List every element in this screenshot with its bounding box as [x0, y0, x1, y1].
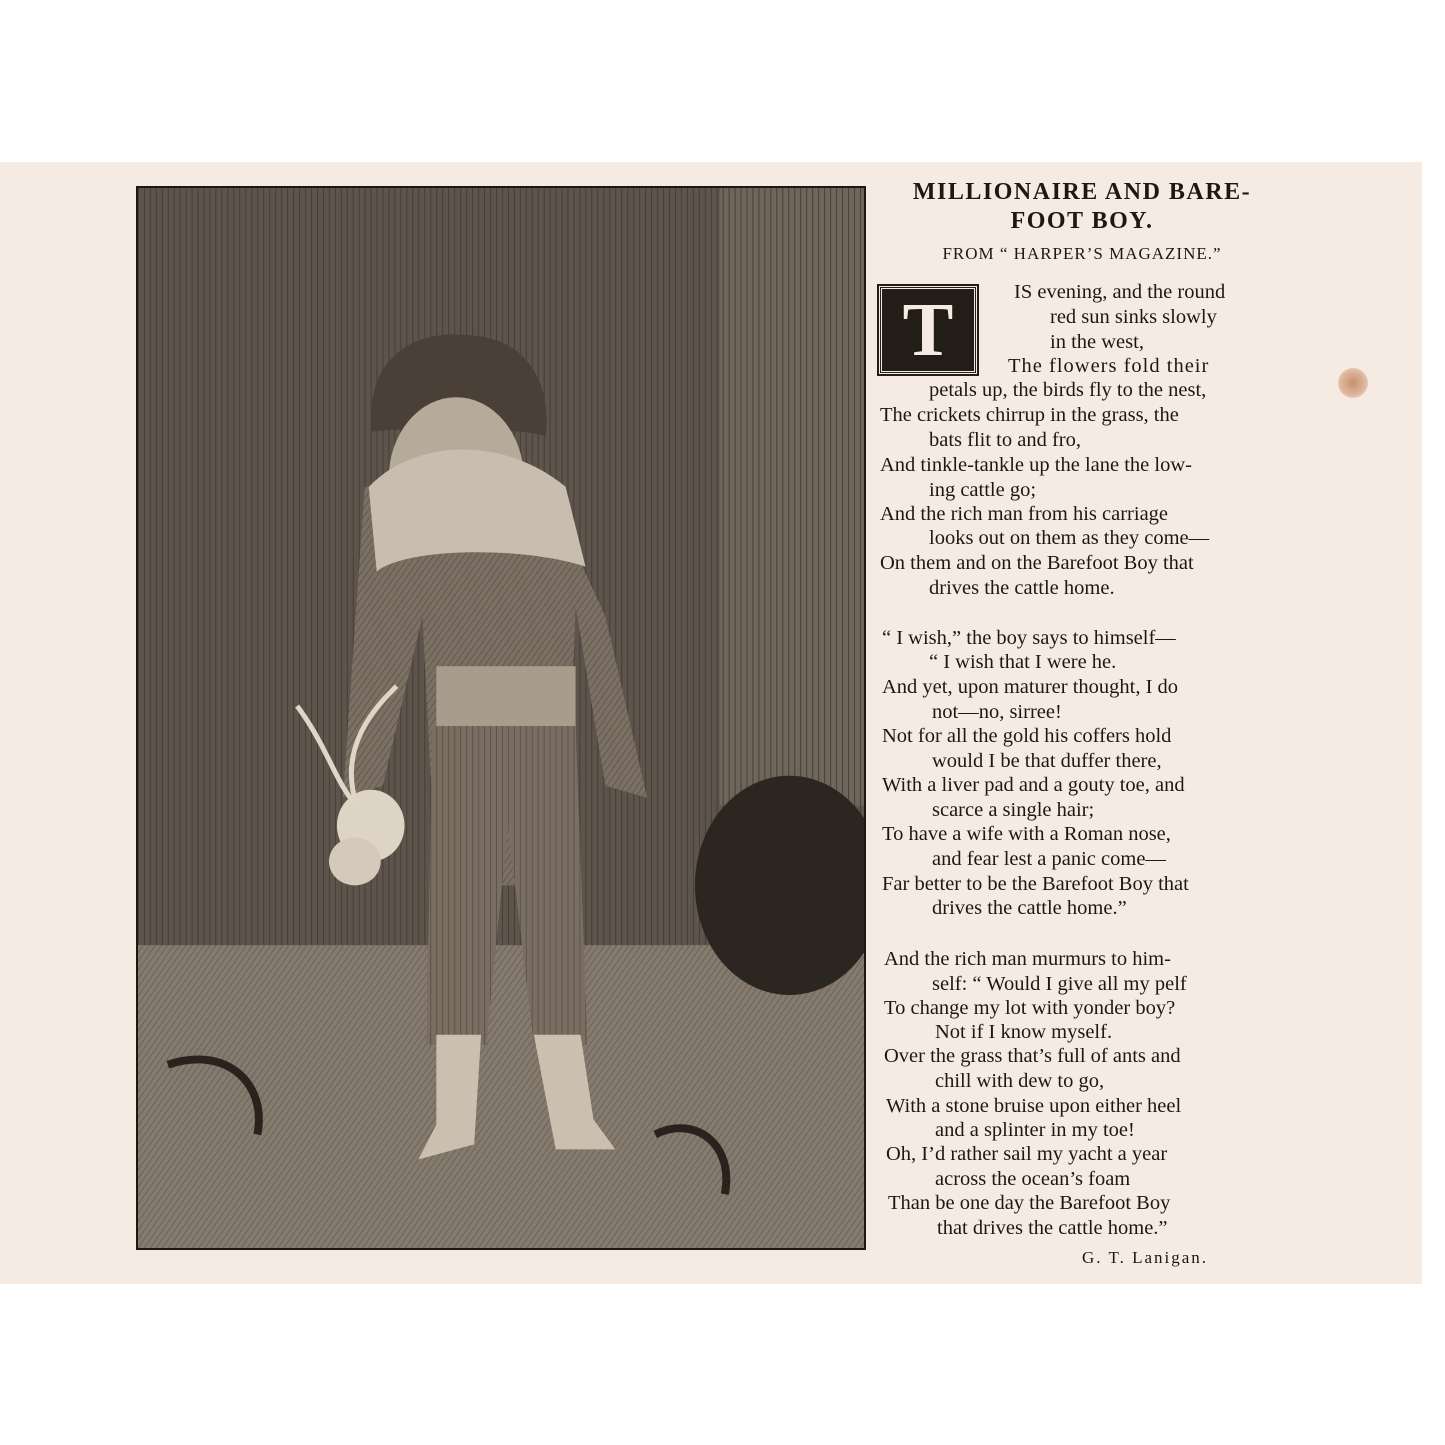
poem-line: And the rich man from his carriage — [880, 503, 1169, 525]
poem-line: On them and on the Barefoot Boy that — [880, 552, 1194, 574]
poem-line: The flowers fold their — [1008, 355, 1210, 377]
poem-line: “ I wish,” the boy says to himself— — [882, 627, 1176, 649]
poem-line: scarce a single hair; — [932, 799, 1095, 821]
poem-line: and a splinter in my toe! — [935, 1119, 1135, 1141]
title-line-1: MILLIONAIRE AND BARE- — [912, 179, 1252, 205]
poem-line: “ I wish that I were he. — [929, 651, 1117, 673]
poem-line: not—no, sirree! — [932, 701, 1062, 723]
poem-line: Oh, I’d rather sail my yacht a year — [886, 1143, 1168, 1165]
poem-line: To have a wife with a Roman nose, — [882, 823, 1171, 845]
poem-line: To change my lot with yonder boy? — [884, 997, 1176, 1019]
poem-line: And yet, upon maturer thought, I do — [882, 676, 1179, 698]
poem-line: The crickets chirrup in the grass, the — [880, 404, 1179, 426]
poem-line: bats flit to and fro, — [929, 429, 1082, 451]
poem-line: Than be one day the Barefoot Boy — [888, 1192, 1171, 1214]
article-title — [872, 178, 1292, 236]
poem-line: looks out on them as they come— — [929, 527, 1210, 549]
barefoot-boy-engraving — [136, 186, 866, 1250]
poem-line: across the ocean’s foam — [935, 1168, 1131, 1190]
poem-line: Not for all the gold his coffers hold — [882, 725, 1172, 747]
poem-line: Not if I know myself. — [935, 1021, 1113, 1043]
poem-line: would I be that duffer there, — [932, 750, 1162, 772]
title-line-2: FOOT BOY. — [1010, 208, 1154, 234]
poem-line: chill with dew to go, — [935, 1070, 1105, 1092]
poem-line: And tinkle-tankle up the lane the low- — [880, 454, 1192, 476]
poem-line: Far better to be the Barefoot Boy that — [882, 873, 1189, 895]
poem-line: petals up, the birds fly to the nest, — [929, 379, 1207, 401]
poem-line: red sun sinks slowly — [1050, 306, 1217, 328]
poem-line: that drives the cattle home.” — [937, 1217, 1168, 1239]
poem-line: With a stone bruise upon either heel — [886, 1095, 1182, 1117]
poem-line: ing cattle go; — [929, 479, 1037, 501]
drop-cap: T — [879, 286, 977, 374]
source-attribution: FROM “ HARPER’S MAGAZINE.” — [942, 244, 1222, 263]
author-signature: G. T. Lanigan. — [1082, 1248, 1209, 1267]
paper-stain — [1338, 368, 1368, 398]
poem-line: drives the cattle home. — [929, 577, 1115, 599]
poem-line: And the rich man murmurs to him- — [884, 948, 1171, 970]
poem-line: self: “ Would I give all my pelf — [932, 973, 1187, 995]
poem-line: Over the grass that’s full of ants and — [884, 1045, 1181, 1067]
poem-line: and fear lest a panic come— — [932, 848, 1166, 870]
poem-line: drives the cattle home.” — [932, 897, 1127, 919]
poem-line: With a liver pad and a gouty toe, and — [882, 774, 1185, 796]
poem-line: IS evening, and the round — [1014, 281, 1226, 303]
poem-line: in the west, — [1050, 331, 1144, 353]
